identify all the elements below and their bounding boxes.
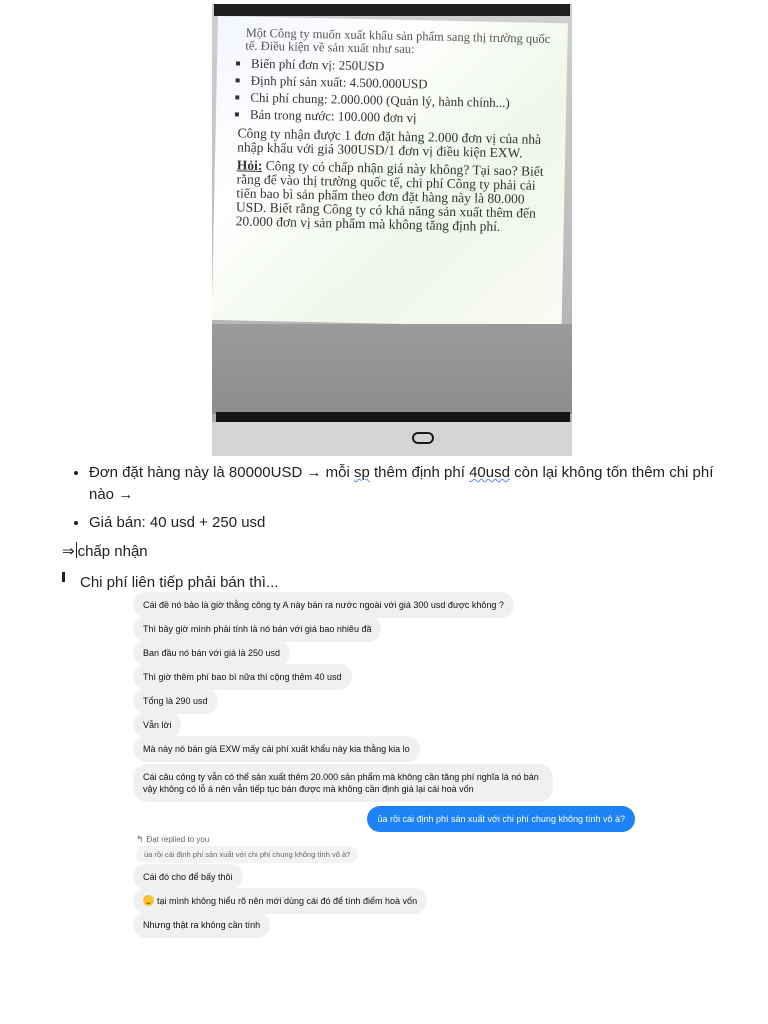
slide-bullet: ▪ Định phí sản xuất: 4.500.000USD bbox=[250, 72, 554, 95]
spellcheck-word: 40usd bbox=[469, 464, 510, 481]
reply-header bbox=[136, 834, 209, 845]
implies-arrow: ⇒ bbox=[62, 543, 75, 560]
chat-message-outgoing[interactable]: ủa rồi cái định phí sản xuất với chi phí chung không tính vô à? bbox=[367, 806, 635, 832]
conclusion-text: chấp nhận bbox=[77, 543, 148, 560]
slide-intro: Một Công ty muốn xuất khẩu sản phẩm sang thị trường quốc tế. Điều kiện về sản xuất như sau: bbox=[245, 25, 551, 57]
reply-meta-text: Đạt replied to you bbox=[146, 835, 210, 844]
projected-slide bbox=[212, 16, 568, 327]
reply-quoted-message[interactable]: ủa rồi cái định phí sản xuất với chi phí chung không tính vô à? bbox=[136, 846, 358, 863]
screen-pull-handle bbox=[412, 432, 434, 444]
notes-list bbox=[62, 462, 742, 534]
chat-message-text: tại mình không hiểu rõ nên mới dùng cái đó để tính điểm hoà vốn bbox=[157, 896, 418, 906]
conclusion-line[interactable] bbox=[62, 542, 148, 562]
chat-message-incoming[interactable]: Cái đề nó bảo là giờ thằng công ty A này bán ra nước ngoài với giá 300 usd được không ? bbox=[133, 592, 514, 618]
chat-message-incoming[interactable]: Mà này nó bán giá EXW mấy cái phí xuất khẩu này kia thằng kia lo bbox=[133, 736, 420, 762]
slide-order-text: Công ty nhận được 1 đơn đặt hàng 2.000 đơn vị của nhà nhập khẩu với giá 300USD/1 đơn vị điều kiện EXW. bbox=[237, 125, 542, 161]
question-text: Công ty có chấp nhận giá này không? Tại sao? Biết rằng để vào thị trường quốc tế, chi phí Công ty phải cải tiến bao bì sản phẩm theo đơn đặt hàng này là 80.000 USD. Biết rằng Công ty có khả năng sản xuất thêm đến 20.000 đơn vị sản phẩm mà không tăng định phí. bbox=[235, 158, 544, 234]
wall bbox=[212, 422, 572, 456]
question-label: Hỏi: bbox=[236, 157, 263, 173]
chat-message-incoming[interactable]: Thì bây giờ mình phải tính là nó bán với giá bao nhiêu đã bbox=[133, 616, 381, 642]
slide-bullet-list bbox=[228, 54, 555, 129]
slide-bullet: ▪ Bán trong nước: 100.000 đơn vị bbox=[250, 106, 554, 129]
note-bullet-price[interactable]: • Giá bán: 40 usd + 250 usd bbox=[89, 512, 742, 534]
note-text: còn lại không tốn thêm chi phí nào → bbox=[89, 464, 714, 503]
spellcheck-word: sp bbox=[353, 464, 370, 481]
chat-message-incoming[interactable]: Vẫn lời bbox=[133, 712, 181, 738]
screen-lower bbox=[212, 324, 572, 414]
projector-photo bbox=[212, 4, 572, 456]
slide-bullet: ▪ Biến phí đơn vị: 250USD bbox=[251, 55, 555, 78]
slide-question bbox=[236, 158, 553, 235]
chat-message-incoming[interactable]: Cái đó cho để bấy thôi bbox=[133, 864, 243, 890]
chat-message-incoming[interactable]: Cái câu công ty vẫn có thể sản xuất thêm 20.000 sản phẩm mà không cần tăng phí nghĩa là nó bán vậy không có lỗ á nên vẫn tiếp tục bán được mà không cần định giá lại cái hoà vốn bbox=[133, 764, 553, 802]
chat-message-incoming[interactable]: Nhưng thật ra không cần tính bbox=[133, 912, 270, 938]
chat-message-incoming[interactable]: Ban đầu nó bán với giá là 250 usd bbox=[133, 640, 290, 666]
reply-arrow-icon: ↰ bbox=[136, 834, 144, 844]
note-text: Đơn đặt hàng này là 80000USD → mỗi bbox=[89, 464, 354, 481]
slide-bullet: ▪ Chi phí chung: 2.000.000 (Quản lý, hành chính...) bbox=[250, 89, 554, 112]
screen-bottom-bar bbox=[216, 412, 570, 422]
chat-message-incoming[interactable] bbox=[133, 888, 427, 914]
note-bullet-order[interactable] bbox=[89, 462, 742, 506]
notes bbox=[62, 462, 742, 540]
smile-emoji-icon bbox=[143, 895, 154, 906]
note-text: thêm định phí bbox=[369, 464, 470, 481]
chat-message-incoming[interactable]: Thì giờ thêm phí bao bì nữa thì cộng thêm 40 usd bbox=[133, 664, 352, 690]
cutoff-text: Chi phí liên tiếp phải bán thì... bbox=[80, 574, 279, 591]
chat-message-incoming[interactable]: Tổng là 290 usd bbox=[133, 688, 218, 714]
screen-top-bar bbox=[214, 4, 570, 16]
text-cursor bbox=[76, 542, 77, 558]
